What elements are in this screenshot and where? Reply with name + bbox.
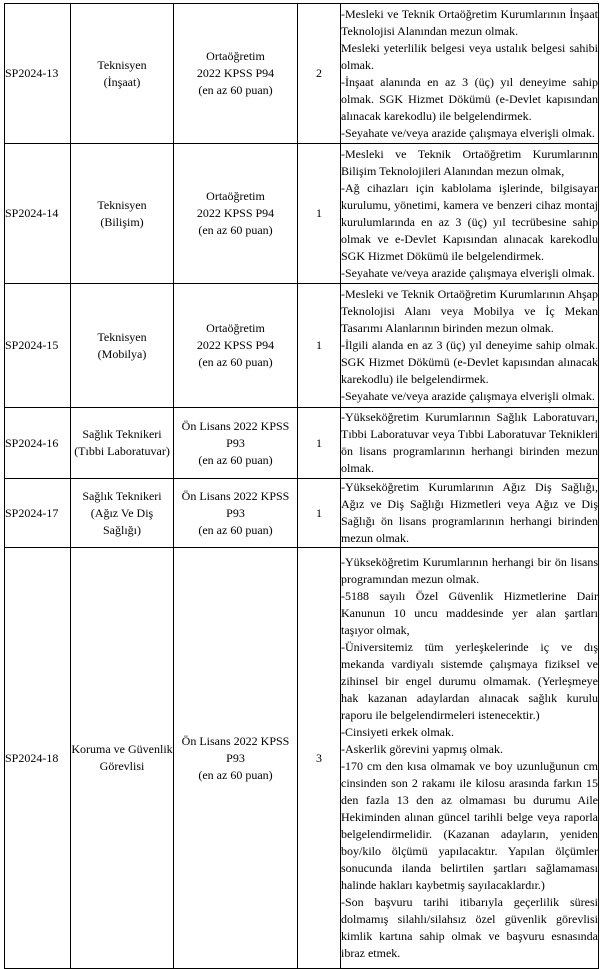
- qualification-item: -Yükseköğretim Kurumlarının herhangi bir ön lisans programından mezun olmak.: [341, 555, 598, 586]
- exam-line: P93: [226, 505, 245, 520]
- exam-line: (en az 60 puan): [198, 767, 273, 782]
- exam-line: 2022 KPSS P94: [196, 206, 275, 220]
- position-title-line: Teknisyen: [97, 57, 147, 72]
- exam-line: Ön Lisans 2022 KPSS: [181, 418, 290, 433]
- position-title: [71, 4, 174, 144]
- position-title: [71, 548, 174, 969]
- position-count: 1: [298, 284, 341, 408]
- position-title-line: Teknisyen: [97, 197, 147, 212]
- exam-line: (en az 60 puan): [198, 355, 273, 369]
- qualification-item: -İnşaat alanında en az 3 (üç) yıl deneyime sahip olmak. SGK Hizmet Dökümü (e-Devlet kapısından alınacak karekodlu) ile belgelendirmek.: [341, 74, 598, 123]
- position-code: SP2024-18: [5, 548, 71, 969]
- position-code: SP2024-16: [5, 408, 71, 479]
- position-code: SP2024-15: [5, 284, 71, 408]
- position-title-line: (Mobilya): [97, 346, 147, 361]
- exam-line: Ortaöğretim: [206, 189, 265, 203]
- position-title-line: Teknisyen: [97, 329, 147, 344]
- qualification-item: -Seyahate ve/veya arazide çalışmaya elverişli olmak.: [341, 389, 595, 403]
- qualifications: [341, 4, 599, 144]
- exam-requirement: [174, 144, 298, 284]
- exam-requirement: [174, 4, 298, 144]
- exam-line: (en az 60 puan): [198, 223, 273, 237]
- position-title-line: Koruma ve Güvenlik: [71, 742, 173, 756]
- table-row: [5, 408, 599, 479]
- exam-line: Ortaöğretim: [206, 49, 265, 63]
- exam-line: (en az 60 puan): [198, 522, 273, 537]
- qualification-item: -Mesleki ve Teknik Ortaöğretim Kurumlarının Ahşap Teknolojisi Alanı veya Mobilya ve İç Mekan Tasarımı Alanlarının birinden mezun olmak.: [341, 287, 598, 335]
- qualification-item: -Seyahate ve/veya arazide çalışmaya elverişli olmak.: [341, 265, 595, 280]
- qualification-item: -Askerlik görevini yapmış olmak.: [341, 742, 503, 756]
- table-row: [5, 548, 599, 969]
- exam-line: P93: [226, 435, 245, 450]
- position-count: 3: [298, 548, 341, 969]
- exam-line: 2022 KPSS P94: [196, 66, 275, 80]
- qualification-item: -170 cm den kısa olmamak ve boy uzunluğunun cm cinsinden son 2 rakamı ile kilosu arasında farkın 15 den fazla 13 den az olmaması bu durumu Aile Hekiminden alınan güncel tarihli belge veya raporla belgelendirmelidir. (Kazanan adayların, yeniden boy/kilo ölçümü yapılacaktır. Yapılan ölçümler sonucunda ilanda belirtilen şartları sağlamaması halinde hakları kaybetmiş sayılacaklardır.): [341, 759, 598, 892]
- position-count: 1: [298, 144, 341, 284]
- positions-table-body: [5, 4, 599, 969]
- position-title-line: Sağlık Teknikeri: [82, 427, 162, 441]
- position-title-line: (Tıbbi Laboratuvar): [74, 444, 170, 458]
- qualification-item: -Cinsiyeti erkek olmak.: [341, 725, 454, 739]
- table-row: [5, 284, 599, 408]
- position-title-line: Sağlık Teknikeri: [82, 488, 162, 503]
- position-title-line: (İnşaat): [103, 74, 141, 89]
- qualification-item: -5188 sayılı Özel Güvenlik Hizmetlerine Dair Kanunun 10 uncu maddesinde yer alan şartları taşıyor olmak,: [341, 589, 598, 637]
- position-title: [71, 408, 174, 479]
- qualification-item: -İlgili alanda en az 3 (üç) yıl deneyime sahip olmak. SGK Hizmet Dökümü (e-Devlet kapısından alınacak karekodlu) ile belgelendirmek.: [341, 338, 598, 386]
- position-count: 1: [298, 408, 341, 479]
- qualifications: [341, 479, 599, 548]
- positions-table: [4, 3, 599, 969]
- exam-line: (en az 60 puan): [198, 83, 273, 97]
- qualifications: [341, 144, 599, 284]
- position-count: 2: [298, 4, 341, 144]
- exam-requirement: [174, 408, 298, 479]
- exam-line: 2022 KPSS P94: [196, 338, 275, 352]
- exam-line: P93: [226, 750, 245, 765]
- table-row: [5, 144, 599, 284]
- qualification-item: -Yükseköğretim Kurumlarının Sağlık Laboratuvarı, Tıbbi Laboratuvar veya Tıbbi Laboratuvar Teknikleri ön lisans programlarının herhangi birinden mezun olmak.: [341, 410, 598, 475]
- position-title: [71, 284, 174, 408]
- exam-line: (en az 60 puan): [198, 452, 273, 467]
- exam-line: Ön Lisans 2022 KPSS: [181, 488, 290, 503]
- position-code: SP2024-13: [5, 4, 71, 144]
- qualifications: [341, 548, 599, 969]
- qualification-item: -Üniversitemiz tüm yerleşkelerinde iç ve dış mekanda vardiyalı sistemde çalışmaya fiziksel ve zihinsel bir engel durumu olmamak. (Yerleşmeye hak kazanan adaylardan alınacak sağlık kurulu raporu ile belgelendirmeleri istenecektir.): [341, 640, 598, 722]
- exam-line: Ön Lisans 2022 KPSS: [181, 733, 290, 748]
- exam-requirement: [174, 284, 298, 408]
- qualification-item: -Yükseköğretim Kurumlarının Ağız Diş Sağlığı, Ağız ve Diş Sağlığı Hizmetleri veya Ağız ve Diş Sağlığı ön lisans programlarının herhangi birinden mezun olmak.: [341, 480, 598, 545]
- exam-requirement: [174, 548, 298, 969]
- position-title-line: (Ağız Ve Diş: [90, 505, 154, 520]
- position-code: SP2024-14: [5, 144, 71, 284]
- qualification-item: -Mesleki ve Teknik Ortaöğretim Kurumlarının İnşaat Teknolojisi Alanından mezun olmak.: [341, 6, 598, 38]
- exam-requirement: [174, 479, 298, 548]
- position-count: 1: [298, 479, 341, 548]
- qualification-item: -Mesleki ve Teknik Ortaöğretim Kurumlarının Bilişim Teknolojileri Alanından mezun olmak,: [341, 146, 598, 178]
- position-title-line: Görevlisi: [99, 759, 145, 773]
- qualification-item: Mesleki yeterlilik belgesi veya ustalık belgesi sahibi olmak.: [341, 40, 598, 72]
- qualification-item: -Ağ cihazları için kablolama işlerinde, bilgisayar kurulumu, yönetimi, kamera ve benzeri cihaz montaj kurulumlarında en az 3 (üç) yıl tecrübesine sahip olmak ve e-Devlet Kapısından alınacak karekodlu SGK Hizmet Dökümü ile belgelendirmek.: [341, 180, 598, 263]
- position-title: [71, 479, 174, 548]
- position-title-line: Sağlığı): [103, 522, 141, 537]
- position-title: [71, 144, 174, 284]
- qualification-item: -Seyahate ve/veya arazide çalışmaya elverişli olmak.: [341, 125, 595, 140]
- position-code: SP2024-17: [5, 479, 71, 548]
- table-row: [5, 4, 599, 144]
- qualifications: [341, 284, 599, 408]
- qualifications: [341, 408, 599, 479]
- qualification-item: -Son başvuru tarihi itibarıyla geçerlilik süresi dolmamış silahlı/silahsız özel güvenlik görevlisi kimlik kartına sahip olmak ve başvuru esnasında ibraz etmek.: [341, 895, 598, 960]
- position-title-line: (Bilişim): [100, 214, 144, 229]
- table-row: [5, 479, 599, 548]
- exam-line: Ortaöğretim: [206, 321, 265, 335]
